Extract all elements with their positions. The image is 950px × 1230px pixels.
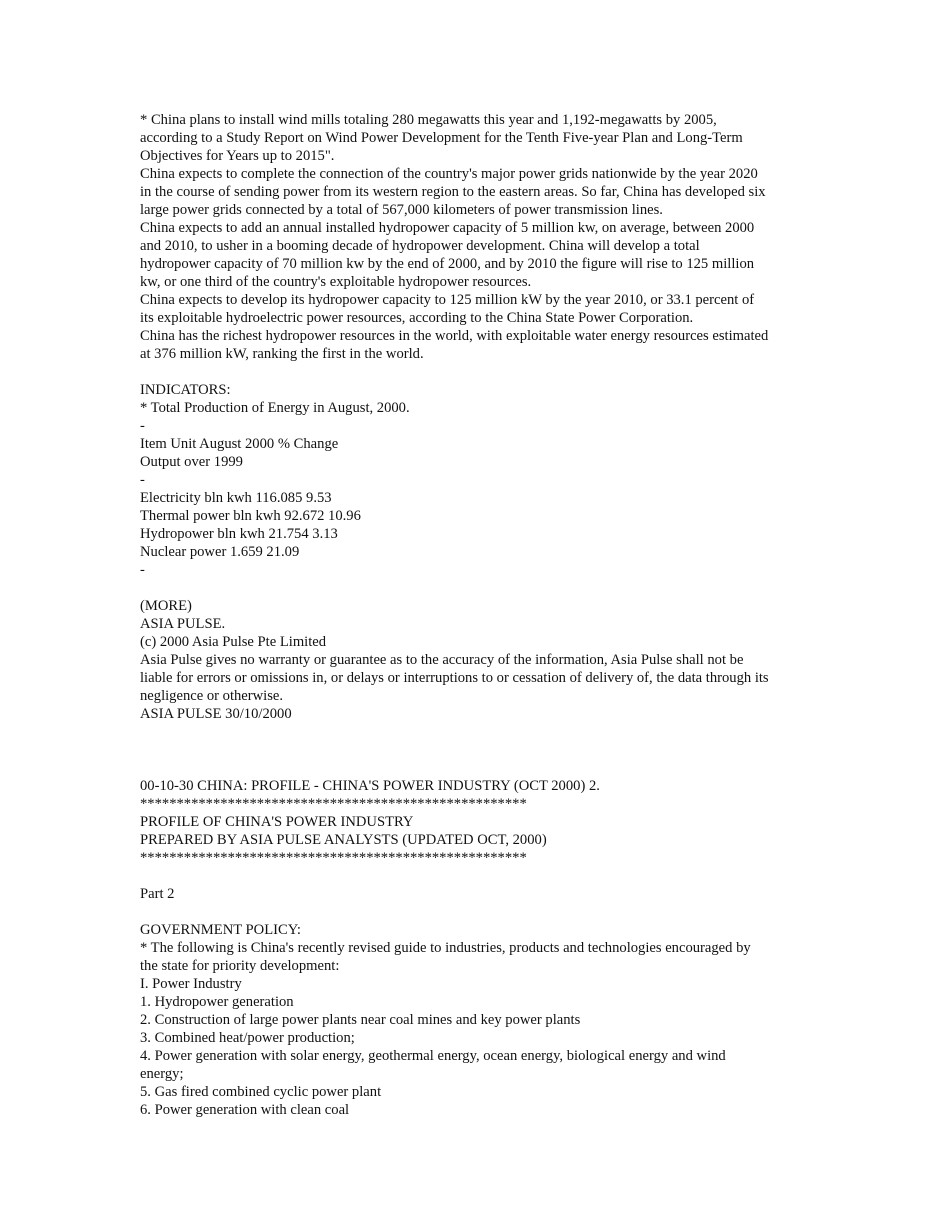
text-line: large power grids connected by a total of 567,000 kilometers of power transmission lines. [140,202,663,218]
text-line: Part 2 [140,886,175,902]
text-line: in the course of sending power from its western region to the eastern areas. So far, China has developed six [140,184,766,200]
text-line: GOVERNMENT POLICY: [140,922,301,938]
text-line: kw, or one third of the country's exploitable hydropower resources. [140,274,532,290]
text-line: - [140,472,145,488]
separator-line: ***************************************************** [140,850,527,866]
text-line: ASIA PULSE. [140,616,226,632]
text-line: 5. Gas fired combined cyclic power plant [140,1084,382,1100]
blank-line [140,903,820,921]
document-page [140,111,820,1119]
text-line: Objectives for Years up to 2015". [140,148,335,164]
text-line: China expects to add an annual installed hydropower capacity of 5 million kw, on average, between 2000 [140,220,755,236]
blank-line [140,363,820,381]
text-line: Electricity bln kwh 116.085 9.53 [140,490,332,506]
text-line: hydropower capacity of 70 million kw by the end of 2000, and by 2010 the figure will rise to 125 million [140,256,755,272]
text-line: at 376 million kW, ranking the first in the world. [140,346,424,362]
text-line: PREPARED BY ASIA PULSE ANALYSTS (UPDATED OCT, 2000) [140,832,547,848]
text-line: energy; [140,1066,184,1082]
text-line: Thermal power bln kwh 92.672 10.96 [140,508,361,524]
text-line: according to a Study Report on Wind Power Development for the Tenth Five-year Plan and Long-Term [140,130,743,146]
separator-line: ***************************************************** [140,796,527,812]
text-line: (c) 2000 Asia Pulse Pte Limited [140,634,327,650]
text-line: China expects to develop its hydropower capacity to 125 million kW by the year 2010, or 33.1 percent of [140,292,755,308]
blank-line [140,723,820,741]
blank-line [140,741,820,759]
text-line: 1. Hydropower generation [140,994,294,1010]
text-line: - [140,562,145,578]
text-line: - [140,418,145,434]
text-line: and 2010, to usher in a booming decade of hydropower development. China will develop a total [140,238,700,254]
text-line: the state for priority development: [140,958,340,974]
text-line: 4. Power generation with solar energy, geothermal energy, ocean energy, biological energy and wind [140,1048,726,1064]
text-line: Hydropower bln kwh 21.754 3.13 [140,526,338,542]
text-line: ASIA PULSE 30/10/2000 [140,706,292,722]
text-line: negligence or otherwise. [140,688,284,704]
text-line: 3. Combined heat/power production; [140,1030,355,1046]
text-line: Item Unit August 2000 % Change [140,436,339,452]
text-line: 6. Power generation with clean coal [140,1102,350,1118]
text-line: Output over 1999 [140,454,243,470]
text-line: China expects to complete the connection of the country's major power grids nationwide by the year 2020 [140,166,758,182]
text-line: * Total Production of Energy in August, 2000. [140,400,410,416]
text-line: its exploitable hydroelectric power resources, according to the China State Power Corporation. [140,310,694,326]
text-line: Asia Pulse gives no warranty or guarantee as to the accuracy of the information, Asia Pulse shall not be [140,652,744,668]
text-line: INDICATORS: [140,382,231,398]
text-line: China has the richest hydropower resources in the world, with exploitable water energy resources estimated [140,328,769,344]
text-line: liable for errors or omissions in, or delays or interruptions to or cessation of delivery of, the data through its [140,670,769,686]
blank-line [140,867,820,885]
text-line: PROFILE OF CHINA'S POWER INDUSTRY [140,814,414,830]
text-line: I. Power Industry [140,976,242,992]
text-line: * The following is China's recently revised guide to industries, products and technologies encouraged by [140,940,751,956]
text-line: 00-10-30 CHINA: PROFILE - CHINA'S POWER INDUSTRY (OCT 2000) 2. [140,778,600,794]
text-line: (MORE) [140,598,192,614]
text-line: 2. Construction of large power plants near coal mines and key power plants [140,1012,581,1028]
text-line: Nuclear power 1.659 21.09 [140,544,300,560]
blank-line [140,579,820,597]
blank-line [140,759,820,777]
text-line: * China plans to install wind mills totaling 280 megawatts this year and 1,192-megawatts by 2005, [140,112,717,128]
